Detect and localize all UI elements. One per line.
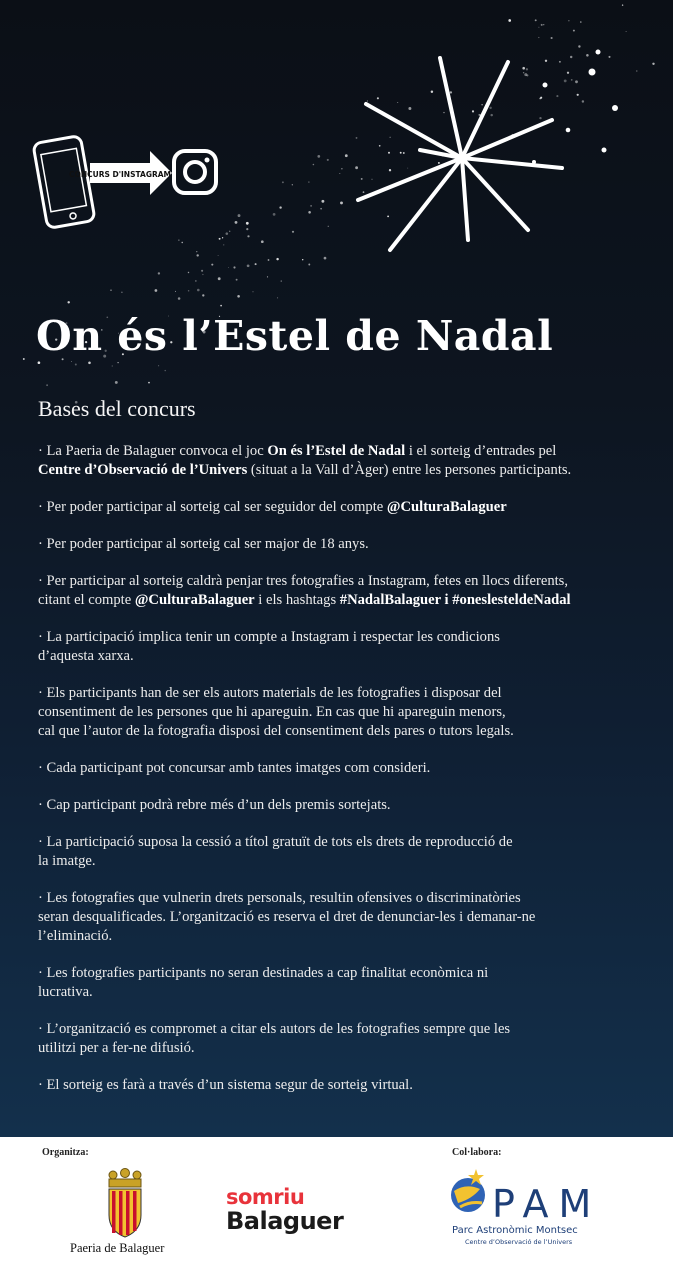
star-dot — [407, 168, 408, 169]
bright-star — [543, 83, 548, 88]
star-dot — [575, 80, 578, 83]
pam-logo — [446, 1165, 602, 1226]
star-dot — [320, 208, 322, 210]
star-dot — [526, 68, 528, 70]
star-dot — [38, 361, 41, 364]
star-dot — [345, 154, 348, 157]
star-dot — [564, 79, 567, 82]
star-dot — [324, 257, 327, 260]
star-dot — [545, 60, 547, 62]
star-dot — [400, 152, 402, 154]
organitza-label: Organitza: — [42, 1147, 89, 1158]
star-dot — [196, 254, 198, 256]
phone-icon — [33, 135, 95, 228]
star-dot — [247, 235, 249, 237]
rule-text: i el sorteig d’entrades pel — [408, 443, 557, 459]
rule-text: · Les fotografies participants no seran destinades a cap finalitat econòmica ni lucrativa. — [38, 965, 489, 1000]
star-dot — [341, 168, 342, 169]
star-dot — [508, 19, 511, 22]
star-dot — [622, 4, 623, 5]
star-dot — [88, 362, 91, 365]
bright-star — [612, 105, 618, 111]
rule-text: (situat a la Vall d’Àger) entre les persones participants. — [247, 462, 572, 478]
star-dot — [188, 272, 189, 273]
rule-item — [38, 442, 638, 480]
star-dot — [568, 20, 569, 21]
star-dot — [403, 152, 405, 154]
star-dot — [46, 384, 48, 386]
star-dot — [355, 166, 358, 169]
star-dot — [556, 95, 558, 97]
star-dot — [626, 31, 627, 32]
star-dot — [652, 63, 654, 65]
rule-item — [38, 796, 638, 815]
instagram-icon — [174, 151, 216, 193]
star-dot — [188, 290, 190, 292]
star-dot — [388, 152, 390, 154]
star-dot — [389, 169, 391, 171]
star-dot — [158, 272, 160, 274]
star-dot — [571, 79, 573, 81]
star-dot — [543, 24, 544, 25]
rule-text: · Cap participant podrà rebre més d’un dels premis sortejats. — [38, 797, 391, 813]
star-dot — [539, 117, 541, 119]
star-dot — [277, 297, 278, 298]
star-dot — [268, 259, 270, 261]
rule-item — [38, 628, 638, 666]
footer — [0, 1137, 673, 1280]
rule-item — [38, 535, 638, 554]
star-dot — [238, 214, 241, 217]
badge-label: CONCURS D'INSTAGRAM — [68, 170, 172, 179]
star-dot — [237, 295, 240, 298]
star-dot — [279, 206, 281, 208]
star-dot — [246, 228, 248, 230]
rule-item — [38, 833, 638, 871]
star-dot — [222, 237, 223, 238]
star-dot — [308, 264, 310, 266]
rule-text: On és l’Estel de Nadal — [267, 443, 406, 459]
crown-icon — [109, 1169, 141, 1188]
star-dot — [202, 274, 203, 275]
pam-letters: PAM — [492, 1182, 602, 1226]
star-dot — [75, 364, 77, 366]
star-dot — [489, 107, 491, 109]
star-dot — [276, 258, 278, 260]
star-dot — [202, 294, 204, 296]
star-dot — [570, 56, 572, 58]
star-dot — [438, 162, 440, 164]
star-dot — [524, 73, 527, 76]
star-dot — [559, 61, 561, 63]
rule-text: Centre d’Observació de l’Univers — [38, 462, 248, 478]
rule-item — [38, 964, 638, 1002]
star-dot — [155, 289, 158, 292]
star-dot — [379, 145, 381, 147]
star-dot — [573, 30, 575, 32]
globe-icon — [451, 1169, 485, 1212]
rule-text: · Per participar al sorteig caldrà penjar tres fotografies a Instagram, fetes en llocs diferents, citant el compte — [38, 573, 569, 608]
star-dot — [586, 54, 589, 57]
star-dot — [523, 72, 524, 73]
star-dot — [292, 231, 294, 233]
star-dot — [367, 100, 368, 101]
rules-list — [38, 442, 638, 1113]
star-dot — [218, 277, 221, 280]
pam-subtitle: Centre d’Observació de l’Univers — [465, 1238, 573, 1246]
star-dot — [317, 155, 320, 158]
rule-item — [38, 684, 638, 741]
pam-name: Parc Astronòmic Montsec — [452, 1225, 578, 1236]
star-dot — [490, 114, 492, 116]
rule-text: · La participació implica tenir un compte a Instagram i respectar les condicions d’aquesta xarxa. — [38, 629, 500, 664]
star-dot — [196, 251, 197, 252]
star-dot — [201, 270, 203, 272]
bright-star — [596, 50, 601, 55]
star-dot — [538, 27, 539, 28]
star-dot — [578, 45, 580, 47]
star-dot — [327, 159, 329, 161]
star-dot — [450, 91, 452, 93]
star-dot — [219, 238, 221, 240]
rule-text: · Per poder participar al sorteig cal ser seguidor del compte — [38, 499, 387, 515]
star-dot — [481, 104, 482, 105]
star-dot — [255, 263, 257, 265]
star-dot — [197, 289, 200, 292]
rule-item — [38, 1076, 638, 1095]
rule-text: · La Paeria de Balaguer convoca el joc — [38, 443, 268, 459]
star-dot — [220, 305, 222, 307]
star-dot — [218, 255, 219, 256]
star-dot — [567, 72, 569, 74]
rule-item — [38, 889, 638, 946]
star-dot — [308, 182, 309, 183]
rule-item — [38, 759, 638, 778]
star-dot — [235, 221, 238, 224]
star-dot — [443, 112, 444, 113]
bright-star — [589, 69, 596, 76]
star-dot — [178, 240, 179, 241]
star-dot — [397, 102, 398, 103]
star-dot — [23, 358, 25, 360]
star-dot — [361, 178, 363, 180]
star-dot — [313, 164, 315, 166]
rule-text: · Les fotografies que vulnerin drets personals, resultin ofensives o discriminatòries seran desqualificades. L’organització es reserva el dret de denunciar-les i demanar-ne l’eliminació. — [38, 890, 536, 944]
star-dot — [195, 280, 196, 281]
shield-icon — [109, 1189, 141, 1237]
star-dot — [308, 211, 311, 214]
star-dot — [273, 213, 276, 216]
star-dot — [115, 381, 118, 384]
star-dot — [165, 370, 166, 371]
rule-text: · Cada participant pot concursar amb tantes imatges com consideri. — [38, 760, 431, 776]
star-dot — [302, 259, 303, 260]
star-dot — [121, 291, 123, 293]
star-dot — [223, 244, 224, 245]
star-dot — [292, 184, 293, 185]
collabora-label: Col·labora: — [452, 1147, 502, 1158]
star-dot — [148, 382, 150, 384]
star-dot — [356, 137, 358, 139]
star-dot — [253, 291, 254, 292]
star-dot — [229, 231, 230, 232]
star-dot — [110, 290, 111, 291]
star-dot — [246, 222, 249, 225]
balaguer-logo-text: Balaguer — [226, 1207, 344, 1235]
star-dot — [387, 216, 389, 218]
star-dot — [431, 91, 433, 93]
star-dot — [117, 362, 118, 363]
star-dot — [71, 361, 72, 362]
star-dot — [390, 137, 391, 138]
rule-text: i els hashtags — [254, 592, 340, 608]
rule-text: · Per poder participar al sorteig cal ser major de 18 anys. — [38, 536, 369, 552]
star-dot — [267, 276, 268, 277]
star-dot — [340, 201, 343, 204]
star-dot — [281, 281, 282, 282]
star-dot — [328, 226, 329, 227]
star-dot — [472, 110, 474, 112]
star-dot — [67, 301, 69, 303]
star-dot — [377, 97, 379, 99]
star-dot — [211, 264, 213, 266]
star-dot — [608, 56, 610, 58]
star-dot — [372, 179, 373, 180]
rule-text: · El sorteig es farà a través d’un sistema segur de sorteig virtual. — [38, 1077, 413, 1093]
paeria-name: Paeria de Balaguer — [70, 1241, 165, 1255]
star-dot — [538, 37, 539, 38]
page-title: On és l’Estel de Nadal — [36, 312, 554, 360]
star-dot — [236, 279, 238, 281]
star-dot — [247, 264, 250, 267]
star-dot — [178, 297, 181, 300]
instagram-contest-badge — [36, 133, 226, 233]
bright-star — [602, 148, 607, 153]
page-subtitle: Bases del concurs — [38, 396, 196, 421]
star-dot — [339, 173, 340, 174]
star-dot — [261, 240, 264, 243]
star-dot — [181, 242, 182, 243]
star-dot — [580, 21, 582, 23]
star-dot — [408, 107, 411, 110]
rule-item — [38, 572, 638, 610]
star-dot — [522, 67, 525, 70]
rule-text: · Els participants han de ser els autors materials de les fotografies i disposar del consentiment de les persones que hi apareguin. En cas que hi apareguin menors, cal que l’autor de la fotografia disposi del consentiment dels pares o tutors legals. — [38, 685, 514, 739]
bright-star — [566, 128, 571, 133]
star-dot — [233, 266, 235, 268]
star-dot — [535, 19, 537, 21]
star-dot — [636, 70, 637, 71]
star-dot — [310, 205, 312, 207]
rule-text: @CulturaBalaguer — [386, 499, 507, 515]
somriu-logo-text: somriu — [226, 1185, 305, 1209]
star-dot — [112, 366, 113, 367]
rule-text: · L’organització es compromet a citar els autors de les fotografies sempre que les utilitzi per a fer-ne difusió. — [38, 1021, 511, 1056]
star-dot — [282, 181, 284, 183]
star-dot — [175, 291, 176, 292]
star-dot — [228, 267, 229, 268]
star-dot — [551, 37, 553, 39]
rule-item — [38, 1020, 638, 1058]
star-dot — [321, 200, 324, 203]
rule-text: @CulturaBalaguer — [134, 592, 255, 608]
star-dot — [540, 97, 542, 99]
starburst-icon — [358, 58, 562, 250]
rule-text: · La participació suposa la cessió a títol gratuït de tots els drets de reproducció de la imatge. — [38, 834, 513, 869]
rule-item — [38, 498, 638, 517]
rule-text: #NadalBalaguer i #oneslesteldeNadal — [339, 592, 571, 608]
star-dot — [582, 100, 584, 102]
star-dot — [363, 191, 365, 193]
star-dot — [541, 24, 543, 26]
star-dot — [158, 365, 159, 366]
star-dot — [577, 94, 579, 96]
